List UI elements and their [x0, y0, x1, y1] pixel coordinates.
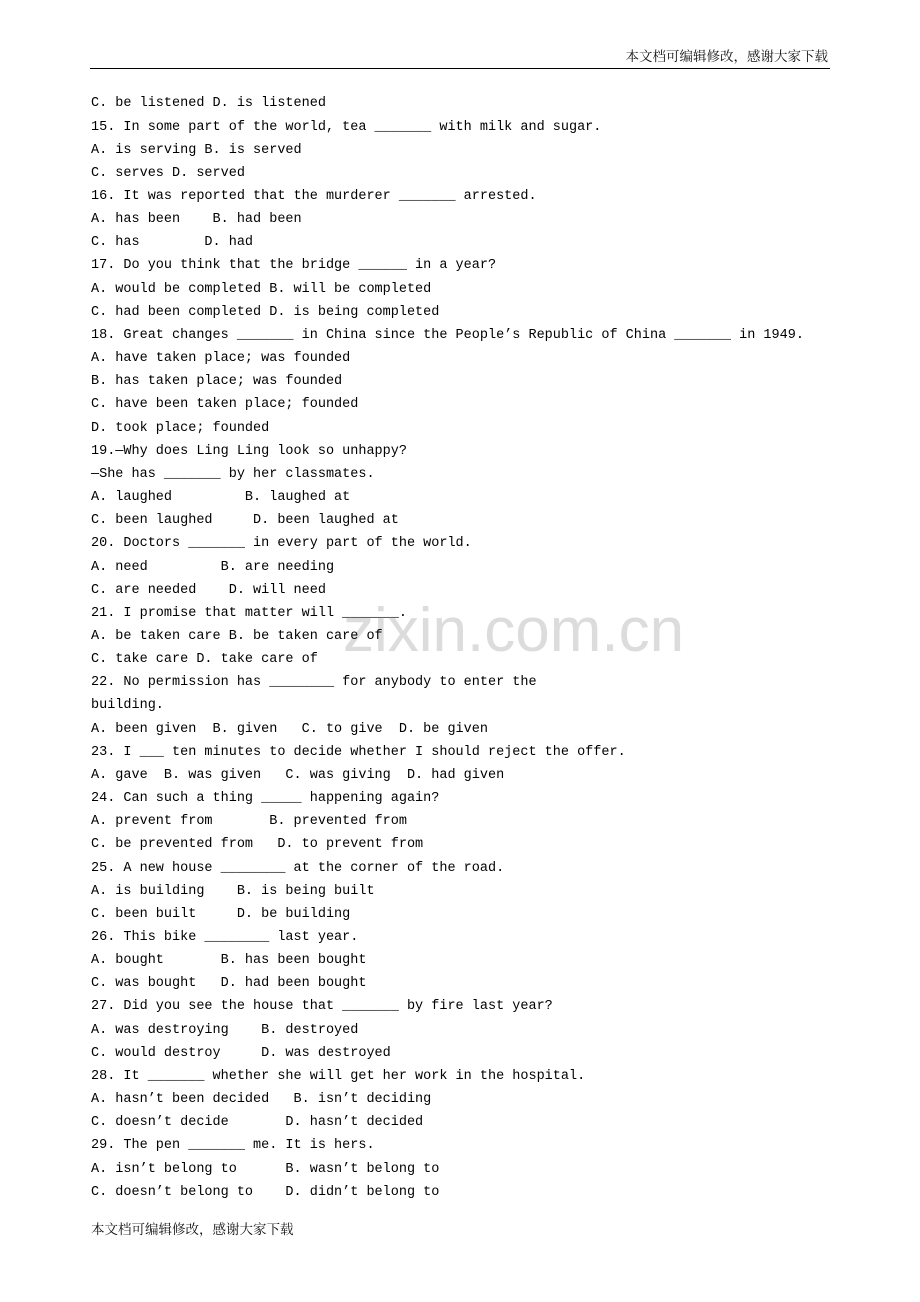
answer-options: C. doesn’t decide D. hasn’t decided	[91, 1115, 424, 1131]
question-19	[91, 440, 831, 533]
answer-options: A. is serving B. is served	[91, 142, 302, 158]
question-stem: 20. Doctors _______ in every part of the world.	[91, 536, 472, 552]
question-22	[91, 671, 831, 740]
answer-options: C. been built D. be building	[91, 906, 351, 922]
header-rule	[90, 68, 830, 69]
answer-options: C. been laughed D. been laughed at	[91, 513, 399, 529]
question-25	[91, 857, 831, 926]
question-stem: 29. The pen _______ me. It is hers.	[91, 1138, 375, 1154]
question-29	[91, 1134, 831, 1203]
question-stem: 27. Did you see the house that _______ by fire last year?	[91, 999, 553, 1015]
answer-options: C. was bought D. had been bought	[91, 976, 367, 992]
answer-option: B. has taken place; was founded	[91, 374, 343, 390]
question-stem: 19.—Why does Ling Ling look so unhappy?	[91, 443, 407, 459]
answer-options: A. need B. are needing	[91, 559, 335, 575]
answer-option: C. have been taken place; founded	[91, 397, 359, 413]
answer-option: D. took place; founded	[91, 420, 270, 436]
question-dialogue-line: —She has _______ by her classmates.	[91, 466, 375, 482]
watermark: zixin.com.cn	[343, 596, 685, 665]
answer-options: A. was destroying B. destroyed	[91, 1022, 359, 1038]
question-14-options-continued	[91, 92, 831, 115]
question-28	[91, 1065, 831, 1134]
answer-options: C. had been completed D. is being completed	[91, 304, 440, 320]
question-21	[91, 596, 831, 671]
answer-options: C. take care D. take care of	[91, 652, 318, 668]
question-stem: 15. In some part of the world, tea _______ with milk and sugar.	[91, 119, 602, 135]
answer-options: A. prevent from B. prevented from	[91, 814, 407, 830]
answer-options: A. hasn’t been decided B. isn’t deciding	[91, 1092, 432, 1108]
question-stem: 23. I ___ ten minutes to decide whether I should reject the offer.	[91, 744, 626, 760]
answer-options: A. would be completed B. will be completed	[91, 281, 432, 297]
answer-options: C. would destroy D. was destroyed	[91, 1045, 391, 1061]
answer-options: A. has been B. had been	[91, 212, 302, 228]
answer-options: A. be taken care B. be taken care of	[91, 628, 383, 644]
question-stem: 17. Do you think that the bridge ______ in a year?	[91, 258, 497, 274]
question-stem-continued: building.	[91, 698, 164, 714]
answer-option: A. have taken place; was founded	[91, 351, 351, 367]
question-23	[91, 741, 831, 787]
question-16	[91, 185, 831, 254]
answer-options: A. laughed B. laughed at	[91, 490, 351, 506]
question-stem: 22. No permission has ________ for anybody to enter the	[91, 675, 537, 691]
question-stem: 26. This bike ________ last year.	[91, 930, 359, 946]
question-24	[91, 787, 831, 856]
question-27	[91, 995, 831, 1064]
answer-options: C. be listened D. is listened	[91, 96, 326, 112]
question-stem: 25. A new house ________ at the corner of the road.	[91, 860, 505, 876]
question-stem: 24. Can such a thing _____ happening again?	[91, 791, 440, 807]
answer-options: C. has D. had	[91, 235, 254, 251]
question-15	[91, 116, 831, 185]
page-footer-note: 本文档可编辑修改，感谢大家下载	[91, 1222, 294, 1238]
answer-options: C. are needed D. will need	[91, 582, 326, 598]
question-stem: 21. I promise that matter will _______.	[91, 605, 407, 621]
answer-options: C. serves D. served	[91, 165, 245, 181]
answer-options: A. been given B. given C. to give D. be given	[91, 721, 488, 737]
answer-options: C. be prevented from D. to prevent from	[91, 837, 424, 853]
question-stem: 18. Great changes _______ in China since the People’s Republic of China _______ in 1949.	[91, 327, 804, 343]
question-20	[91, 532, 831, 601]
answer-options: A. bought B. has been bought	[91, 953, 367, 969]
question-18	[91, 324, 831, 440]
answer-options: A. is building B. is being built	[91, 883, 375, 899]
question-17	[91, 254, 831, 323]
answer-options: A. isn’t belong to B. wasn’t belong to	[91, 1161, 440, 1177]
page-header-note: 本文档可编辑修改，感谢大家下载	[625, 49, 828, 65]
answer-options: C. doesn’t belong to D. didn’t belong to	[91, 1184, 440, 1200]
question-26	[91, 926, 831, 995]
document-body	[91, 92, 831, 1204]
question-stem: 28. It _______ whether she will get her work in the hospital.	[91, 1068, 586, 1084]
answer-options: A. gave B. was given C. was giving D. had given	[91, 767, 505, 783]
question-stem: 16. It was reported that the murderer _______ arrested.	[91, 189, 537, 205]
